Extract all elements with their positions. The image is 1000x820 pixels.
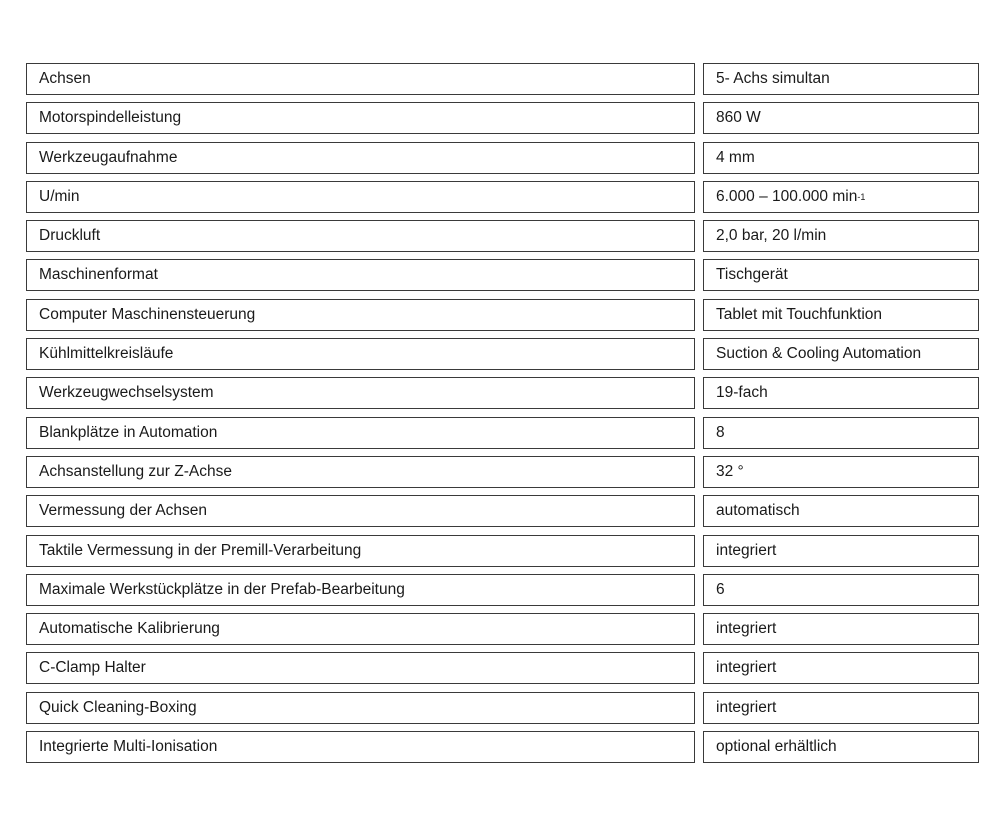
- spec-value: [703, 417, 979, 449]
- spec-label: Vermessung der Achsen: [26, 495, 695, 527]
- spec-value-text: 6: [716, 580, 725, 598]
- spec-row: [26, 259, 979, 291]
- spec-value-text: integriert: [716, 698, 777, 716]
- spec-value-text: integriert: [716, 659, 777, 677]
- spec-row: [26, 181, 979, 213]
- spec-row: [26, 731, 979, 763]
- spec-label: Automatische Kalibrierung: [26, 613, 695, 645]
- spec-value: [703, 63, 979, 95]
- spec-label: C-Clamp Halter: [26, 652, 695, 684]
- spec-row: [26, 377, 979, 409]
- spec-row: [26, 495, 979, 527]
- spec-label: Werkzeugaufnahme: [26, 142, 695, 174]
- spec-value-text: 4 mm: [716, 148, 755, 166]
- spec-value: [703, 102, 979, 134]
- spec-value-text: Tablet mit Touchfunktion: [716, 305, 883, 323]
- spec-value: [703, 220, 979, 252]
- spec-value-text: 5- Achs simultan: [716, 70, 830, 87]
- spec-value-text: automatisch: [716, 502, 800, 520]
- spec-value-text: 860 W: [716, 109, 761, 127]
- spec-value-text: 19-fach: [716, 384, 768, 402]
- spec-value-text: Suction & Cooling Automation: [716, 345, 922, 363]
- spec-value: [703, 731, 979, 763]
- spec-value-text: 2,0 bar, 20 l/min: [716, 227, 827, 245]
- spec-label: U/min: [26, 181, 695, 213]
- spec-value: [703, 142, 979, 174]
- spec-value: [703, 495, 979, 527]
- spec-row: [26, 417, 979, 449]
- spec-value: [703, 259, 979, 291]
- spec-row: [26, 102, 979, 134]
- spec-value-text: integriert: [716, 620, 777, 638]
- spec-row: [26, 338, 979, 370]
- spec-label: Quick Cleaning-Boxing: [26, 692, 695, 724]
- spec-label: Achsanstellung zur Z-Achse: [26, 456, 695, 488]
- spec-label: Maschinenformat: [26, 259, 695, 291]
- spec-label: Computer Maschinensteuerung: [26, 299, 695, 331]
- spec-row: [26, 574, 979, 606]
- spec-value: [703, 299, 979, 331]
- spec-value: [703, 377, 979, 409]
- spec-label: Kühlmittelkreisläufe: [26, 338, 695, 370]
- spec-label: Taktile Vermessung in der Premill-Verarbeitung: [26, 535, 695, 567]
- spec-value-text: integriert: [716, 541, 777, 559]
- spec-value: [703, 613, 979, 645]
- spec-label: Werkzeugwechselsystem: [26, 377, 695, 409]
- spec-value: [703, 338, 979, 370]
- spec-row: [26, 142, 979, 174]
- spec-value-text: 32 °: [716, 462, 744, 480]
- spec-label: Integrierte Multi-Ionisation: [26, 731, 695, 763]
- spec-label: Achsen: [26, 63, 695, 95]
- spec-value: [703, 692, 979, 724]
- spec-row: [26, 613, 979, 645]
- spec-value: [703, 574, 979, 606]
- spec-row: [26, 220, 979, 252]
- spec-row: [26, 456, 979, 488]
- spec-label: Druckluft: [26, 220, 695, 252]
- spec-value-text: 6.000 – 100.000 min: [716, 187, 858, 205]
- spec-value: [703, 535, 979, 567]
- spec-value: [703, 652, 979, 684]
- spec-row: [26, 299, 979, 331]
- spec-value: 6.000 – 100.000 min -1: [703, 181, 979, 213]
- spec-label: Blankplätze in Automation: [26, 417, 695, 449]
- spec-label: Motorspindelleistung: [26, 102, 695, 134]
- spec-value-text: 8: [716, 423, 725, 441]
- spec-row: [26, 63, 979, 95]
- spec-table: [26, 63, 979, 770]
- spec-row: [26, 652, 979, 684]
- spec-value-text: optional erhältlich: [716, 738, 837, 756]
- spec-value-text: Tischgerät: [716, 266, 788, 284]
- spec-row: [26, 535, 979, 567]
- spec-label: Maximale Werkstückplätze in der Prefab-Bearbeitung: [26, 574, 695, 606]
- spec-row: [26, 692, 979, 724]
- spec-value: [703, 456, 979, 488]
